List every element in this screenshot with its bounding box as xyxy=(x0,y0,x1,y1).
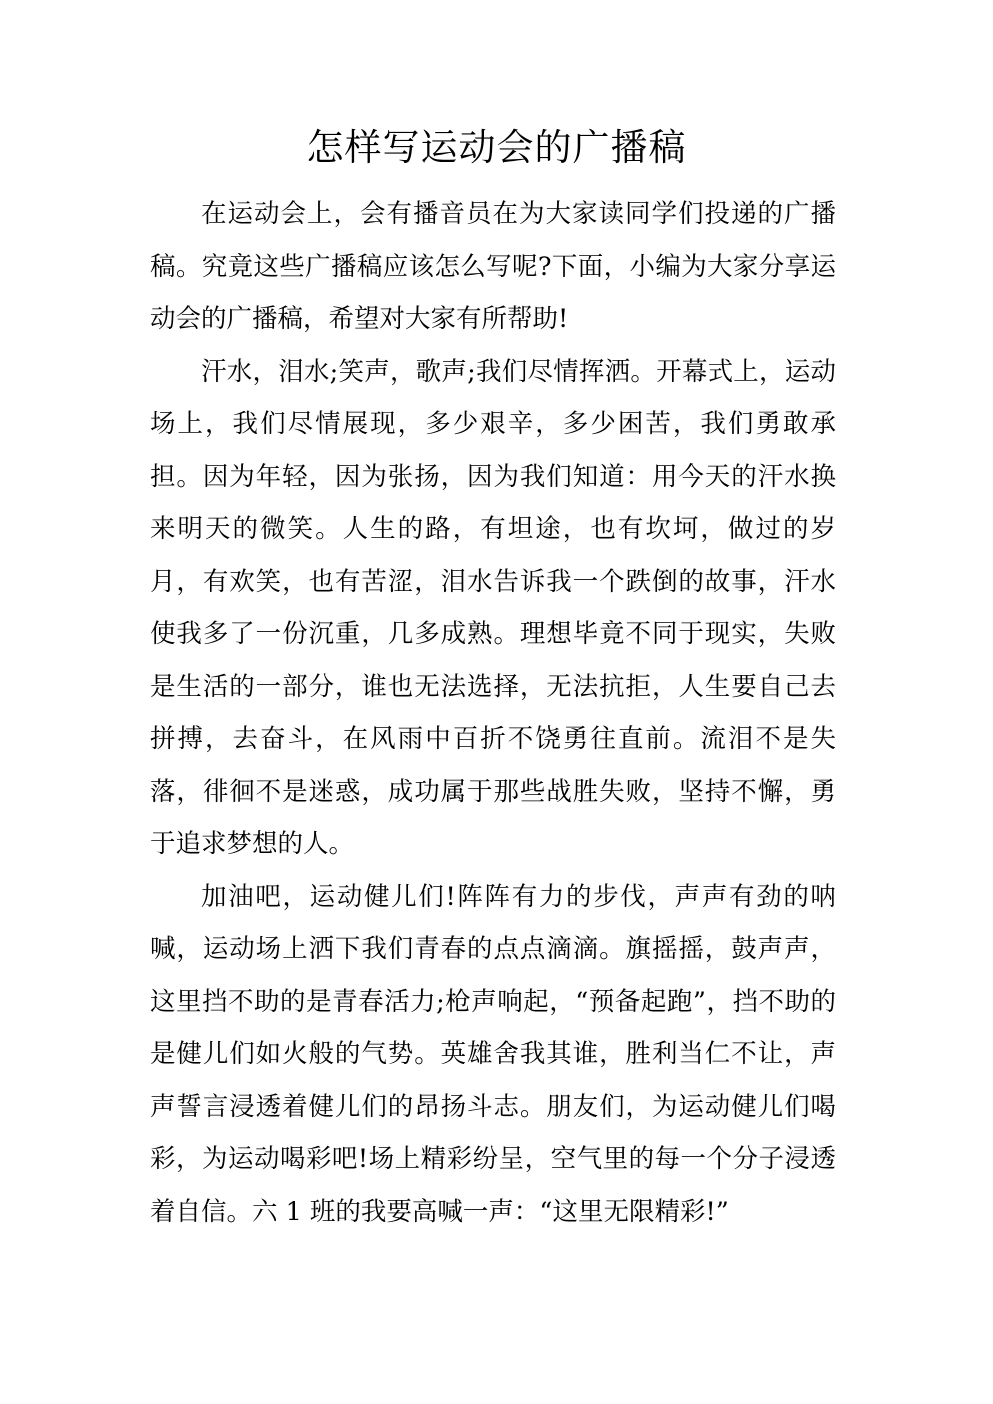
paragraph-intro: 在运动会上，会有播音员在为大家读同学们投递的广播稿。究竟这些广播稿应该怎么写呢?下面，小编为大家分享运动会的广播稿，希望对大家有所帮助! xyxy=(150,199,836,334)
document-body xyxy=(150,188,836,1238)
paragraph-sweat-and-tears: 汗水，泪水;笑声，歌声;我们尽情挥洒。开幕式上，运动场上，我们尽情展现，多少艰辛，多少困苦，我们勇敢承担。因为年轻，因为张扬，因为我们知道：用今天的汗水换来明天的微笑。人生的路，有坦途，也有坎坷，做过的岁月，有欢笑，也有苦涩，泪水告诉我一个跌倒的故事，汗水使我多了一份沉重，几多成熟。理想毕竟不同于现实，失败是生活的一部分，谁也无法选择，无法抗拒，人生要自己去拼搏，去奋斗，在风雨中百折不饶勇往直前。流泪不是失落，徘徊不是迷惑，成功属于那些战胜失败，坚持不懈，勇于追求梦想的人。 xyxy=(150,356,836,859)
document-title: 怎样写运动会的广播稿 xyxy=(306,126,687,169)
paragraph-cheer: 加油吧，运动健儿们!阵阵有力的步伐，声声有劲的呐喊，运动场上洒下我们青春的点点滴滴。旗摇摇，鼓声声，这里挡不助的是青春活力;枪声响起，“预备起跑”，挡不助的是健儿们如火般的气势。英雄舍我其谁，胜利当仁不让，声声誓言浸透着健儿们的昂扬斗志。朋友们，为运动健儿们喝彩，为运动喝彩吧!场上精彩纷呈，空气里的每一个分子浸透着自信。六 1 班的我要高喊一声：“这里无限精彩!” xyxy=(150,881,836,1227)
